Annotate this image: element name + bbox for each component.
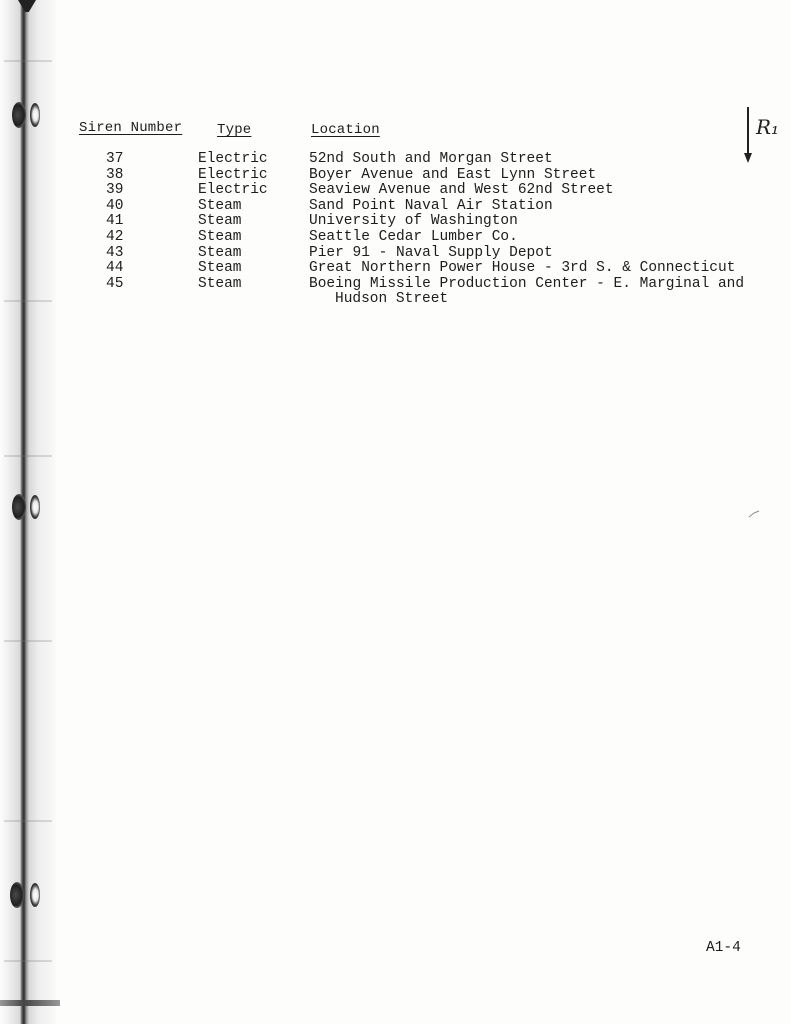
siren-number-cell: 41 bbox=[106, 213, 124, 230]
siren-number-cell: 37 bbox=[106, 151, 124, 167]
type-cell: Steam bbox=[198, 213, 242, 230]
page-number: A1-4 bbox=[706, 940, 741, 956]
table-row bbox=[0, 261, 791, 277]
type-cell: Steam bbox=[198, 275, 242, 292]
type-cell: Steam bbox=[198, 260, 242, 277]
punch-hole-top bbox=[12, 102, 26, 128]
pencil-mark bbox=[748, 510, 760, 518]
location-continuation: Hudson Street bbox=[335, 291, 449, 308]
siren-number-cell: 39 bbox=[106, 182, 124, 199]
table-row bbox=[0, 277, 791, 309]
punch-hole-middle-reflection bbox=[30, 495, 40, 519]
location-cell: Great Northern Power House - 3rd S. & Connecticut bbox=[309, 260, 736, 277]
type-cell: Electric bbox=[198, 182, 268, 199]
scan-streak bbox=[4, 820, 52, 822]
table-row bbox=[0, 230, 791, 246]
location-cell: Seaview Avenue and West 62nd Street bbox=[309, 182, 614, 199]
table-row bbox=[0, 214, 791, 230]
type-cell: Steam bbox=[198, 197, 242, 214]
table-row bbox=[0, 183, 791, 199]
punch-hole-top-reflection bbox=[30, 103, 40, 127]
table-row bbox=[0, 246, 791, 262]
location-cell: Sand Point Naval Air Station bbox=[309, 197, 553, 214]
table-row bbox=[0, 199, 791, 215]
location-cell: Seattle Cedar Lumber Co. bbox=[309, 228, 518, 245]
binding-bottom-mark bbox=[0, 1000, 60, 1006]
annotation-label: R₁ bbox=[756, 115, 780, 139]
location-cell bbox=[309, 277, 744, 308]
type-cell: Steam bbox=[198, 244, 242, 261]
scan-streak bbox=[4, 455, 52, 457]
type-cell: Electric bbox=[198, 151, 268, 167]
column-header-siren-number: Siren Number bbox=[79, 120, 183, 136]
location-cell: 52nd South and Morgan Street bbox=[309, 151, 553, 167]
location-cell: Boyer Avenue and East Lynn Street bbox=[309, 166, 597, 183]
siren-number-cell: 44 bbox=[106, 260, 124, 277]
table-row bbox=[0, 152, 791, 168]
location-cell: Pier 91 - Naval Supply Depot bbox=[309, 244, 553, 261]
siren-number-cell: 43 bbox=[106, 244, 124, 261]
punch-hole-middle bbox=[12, 494, 26, 520]
punch-hole-bottom bbox=[10, 882, 24, 908]
column-header-type: Type bbox=[217, 122, 252, 138]
location-line: Boeing Missile Production Center - E. Marginal and bbox=[309, 275, 745, 292]
table-row bbox=[0, 168, 791, 184]
punch-hole-bottom-reflection bbox=[30, 883, 40, 907]
column-header-location: Location bbox=[311, 122, 380, 138]
siren-number-cell: 40 bbox=[106, 197, 124, 214]
siren-number-cell: 38 bbox=[106, 166, 124, 183]
type-cell: Steam bbox=[198, 228, 242, 245]
location-cell: University of Washington bbox=[309, 213, 518, 230]
siren-number-cell: 42 bbox=[106, 228, 124, 245]
scan-streak bbox=[4, 640, 52, 642]
scan-streak bbox=[4, 960, 52, 962]
siren-table bbox=[0, 152, 791, 309]
type-cell: Electric bbox=[198, 166, 268, 183]
siren-number-cell: 45 bbox=[106, 275, 124, 292]
scan-streak bbox=[4, 60, 52, 62]
